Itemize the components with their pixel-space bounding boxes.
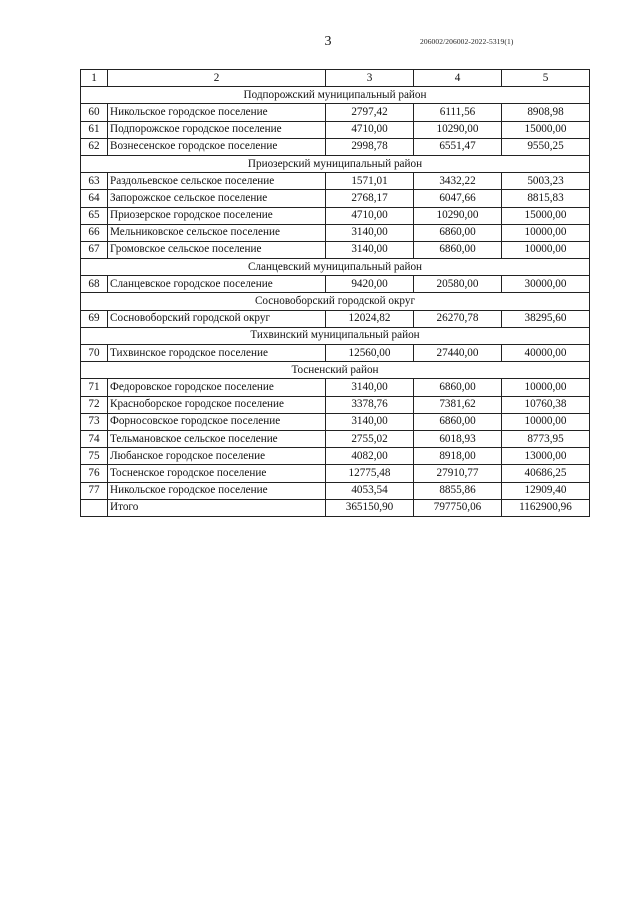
municipality-name: Сосновоборский городской округ (108, 310, 326, 327)
amount-col-4: 10290,00 (414, 121, 502, 138)
document-code: 206002/206002-2022-5319(1) (420, 37, 514, 46)
municipality-name: Приозерское городское поселение (108, 207, 326, 224)
table-row (81, 413, 590, 430)
total-number (81, 499, 108, 516)
amount-col-4: 3432,22 (414, 173, 502, 190)
table-row (81, 173, 590, 190)
amount-col-5: 8908,98 (502, 104, 590, 121)
amount-col-4: 6018,93 (414, 430, 502, 447)
section-title: Сосновоборский городской округ (81, 293, 590, 310)
amount-col-3: 12560,00 (326, 345, 414, 362)
amount-col-5: 15000,00 (502, 121, 590, 138)
amount-col-3: 12024,82 (326, 310, 414, 327)
amount-col-3: 4053,54 (326, 482, 414, 499)
municipality-name: Вознесенское городское поселение (108, 138, 326, 155)
column-number: 2 (108, 70, 326, 87)
amount-col-5: 40000,00 (502, 345, 590, 362)
amount-col-5: 30000,00 (502, 276, 590, 293)
section-title: Тихвинский муниципальный район (81, 327, 590, 344)
section-row (81, 259, 590, 276)
amount-col-4: 26270,78 (414, 310, 502, 327)
municipality-name: Мельниковское сельское поселение (108, 224, 326, 241)
amount-col-3: 3140,00 (326, 241, 414, 258)
amount-col-5: 40686,25 (502, 465, 590, 482)
amount-col-5: 10000,00 (502, 413, 590, 430)
column-number: 1 (81, 70, 108, 87)
amount-col-5: 8815,83 (502, 190, 590, 207)
row-number: 65 (81, 207, 108, 224)
amount-col-4: 6047,66 (414, 190, 502, 207)
column-number: 4 (414, 70, 502, 87)
table-row (81, 465, 590, 482)
amount-col-4: 6111,56 (414, 104, 502, 121)
table-row (81, 482, 590, 499)
table-row (81, 430, 590, 447)
amount-col-5: 10000,00 (502, 241, 590, 258)
section-title: Подпорожский муниципальный район (81, 87, 590, 104)
municipality-name: Тихвинское городское поселение (108, 345, 326, 362)
row-number: 73 (81, 413, 108, 430)
table-row (81, 138, 590, 155)
municipality-name: Форносовское городское поселение (108, 413, 326, 430)
amount-col-4: 20580,00 (414, 276, 502, 293)
amount-col-4: 6860,00 (414, 413, 502, 430)
table-body (81, 70, 590, 517)
amount-col-4: 27440,00 (414, 345, 502, 362)
municipality-name: Любанское городское поселение (108, 448, 326, 465)
row-number: 69 (81, 310, 108, 327)
table-row (81, 104, 590, 121)
municipality-name: Красноборское городское поселение (108, 396, 326, 413)
table-row (81, 207, 590, 224)
municipality-name: Никольское городское поселение (108, 482, 326, 499)
amount-col-4: 8918,00 (414, 448, 502, 465)
section-title: Приозерский муниципальный район (81, 155, 590, 172)
amount-col-3: 1571,01 (326, 173, 414, 190)
municipality-name: Сланцевское городское поселение (108, 276, 326, 293)
municipality-name: Громовское сельское поселение (108, 241, 326, 258)
total-col-4: 797750,06 (414, 499, 502, 516)
row-number: 76 (81, 465, 108, 482)
row-number: 70 (81, 345, 108, 362)
row-number: 77 (81, 482, 108, 499)
row-number: 64 (81, 190, 108, 207)
amount-col-3: 3378,76 (326, 396, 414, 413)
municipality-name: Запорожское сельское поселение (108, 190, 326, 207)
row-number: 67 (81, 241, 108, 258)
municipality-name: Тельмановское сельское поселение (108, 430, 326, 447)
table-row (81, 241, 590, 258)
amount-col-4: 6860,00 (414, 241, 502, 258)
column-number-row (81, 70, 590, 87)
amount-col-5: 10000,00 (502, 224, 590, 241)
amount-col-3: 2998,78 (326, 138, 414, 155)
row-number: 62 (81, 138, 108, 155)
row-number: 71 (81, 379, 108, 396)
row-number: 61 (81, 121, 108, 138)
municipality-name: Раздольевское сельское поселение (108, 173, 326, 190)
municipality-name: Подпорожское городское поселение (108, 121, 326, 138)
table-row (81, 310, 590, 327)
table-row (81, 345, 590, 362)
row-number: 66 (81, 224, 108, 241)
section-row (81, 327, 590, 344)
table-row (81, 190, 590, 207)
amount-col-3: 2755,02 (326, 430, 414, 447)
row-number: 72 (81, 396, 108, 413)
section-row (81, 362, 590, 379)
total-label: Итого (108, 499, 326, 516)
row-number: 75 (81, 448, 108, 465)
amount-col-3: 12775,48 (326, 465, 414, 482)
amount-col-5: 9550,25 (502, 138, 590, 155)
amount-col-4: 10290,00 (414, 207, 502, 224)
amount-col-3: 2797,42 (326, 104, 414, 121)
page-number: 3 (324, 34, 332, 49)
amount-col-3: 4710,00 (326, 121, 414, 138)
table-row (81, 396, 590, 413)
amount-col-5: 10000,00 (502, 379, 590, 396)
amount-col-3: 3140,00 (326, 379, 414, 396)
distribution-table (80, 69, 590, 517)
amount-col-3: 9420,00 (326, 276, 414, 293)
amount-col-4: 8855,86 (414, 482, 502, 499)
row-number: 63 (81, 173, 108, 190)
section-row (81, 155, 590, 172)
amount-col-5: 12909,40 (502, 482, 590, 499)
section-title: Сланцевский муниципальный район (81, 259, 590, 276)
amount-col-5: 38295,60 (502, 310, 590, 327)
row-number: 74 (81, 430, 108, 447)
column-number: 3 (326, 70, 414, 87)
amount-col-5: 13000,00 (502, 448, 590, 465)
amount-col-4: 6860,00 (414, 379, 502, 396)
section-row (81, 293, 590, 310)
total-col-5: 1162900,96 (502, 499, 590, 516)
table-row (81, 224, 590, 241)
amount-col-3: 3140,00 (326, 413, 414, 430)
table-row (81, 448, 590, 465)
municipality-name: Федоровское городское поселение (108, 379, 326, 396)
amount-col-3: 4710,00 (326, 207, 414, 224)
amount-col-4: 27910,77 (414, 465, 502, 482)
total-row (81, 499, 590, 516)
municipality-name: Тосненское городское поселение (108, 465, 326, 482)
table-row (81, 276, 590, 293)
row-number: 60 (81, 104, 108, 121)
amount-col-3: 3140,00 (326, 224, 414, 241)
amount-col-4: 7381,62 (414, 396, 502, 413)
total-col-3: 365150,90 (326, 499, 414, 516)
table-row (81, 379, 590, 396)
section-row (81, 87, 590, 104)
column-number: 5 (502, 70, 590, 87)
amount-col-4: 6551,47 (414, 138, 502, 155)
amount-col-4: 6860,00 (414, 224, 502, 241)
amount-col-3: 2768,17 (326, 190, 414, 207)
amount-col-5: 10760,38 (502, 396, 590, 413)
municipality-name: Никольское городское поселение (108, 104, 326, 121)
amount-col-5: 8773,95 (502, 430, 590, 447)
row-number: 68 (81, 276, 108, 293)
amount-col-5: 15000,00 (502, 207, 590, 224)
table-row (81, 121, 590, 138)
section-title: Тосненский район (81, 362, 590, 379)
amount-col-3: 4082,00 (326, 448, 414, 465)
amount-col-5: 5003,23 (502, 173, 590, 190)
